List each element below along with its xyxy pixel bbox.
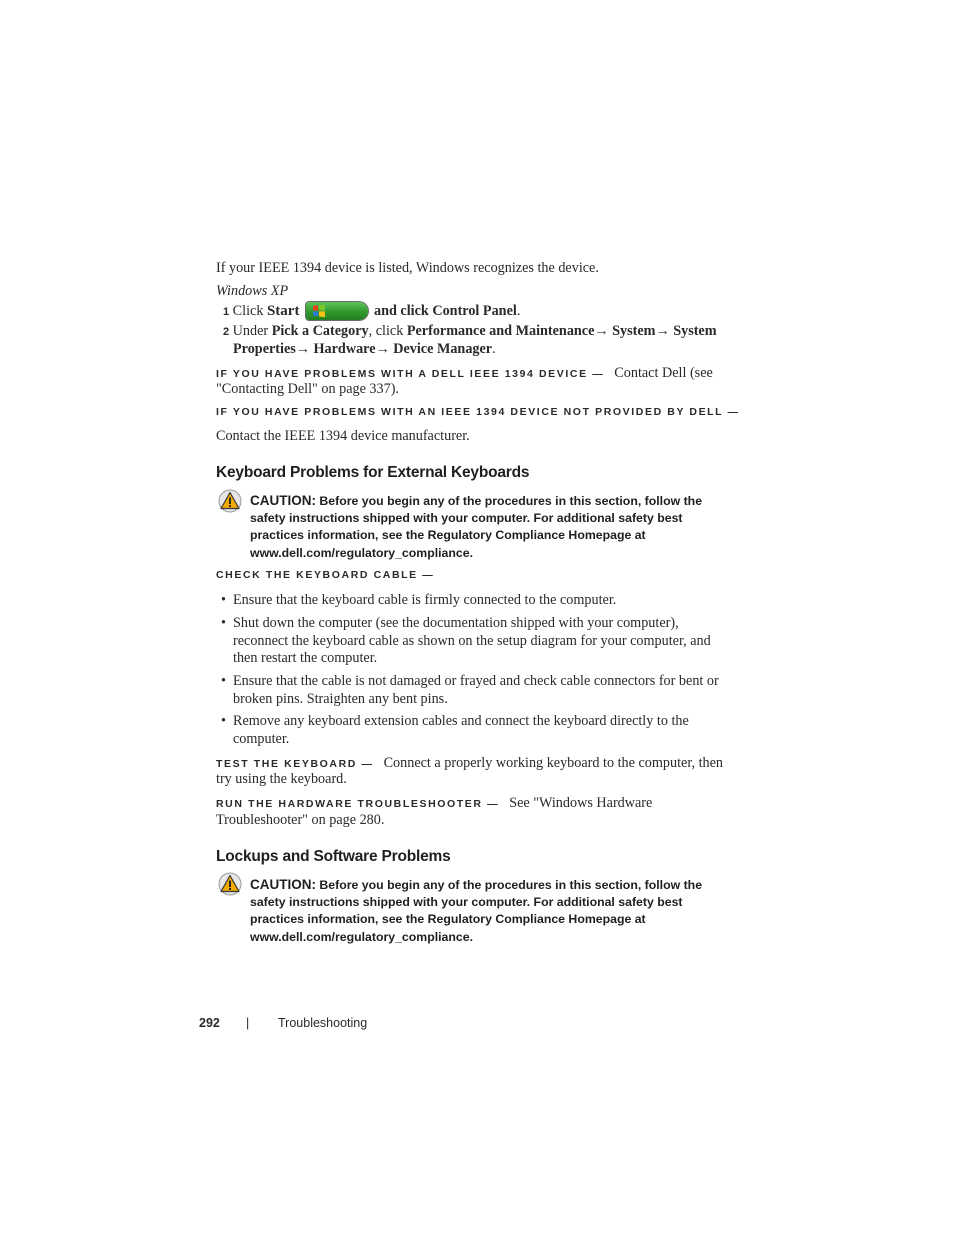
footer-separator: |	[246, 1016, 250, 1030]
bullet-marker: •	[221, 673, 226, 689]
step-2-line-2: Properties→ Hardware→ Device Manager.	[233, 341, 496, 357]
bullet-marker: •	[221, 615, 226, 631]
bullet-marker: •	[221, 713, 226, 729]
non-dell-device-text: Contact the IEEE 1394 device manufacturer.	[216, 428, 470, 444]
footer-section: Troubleshooting	[278, 1016, 368, 1030]
run-troubleshooter-paragraph: RUN THE HARDWARE TROUBLESHOOTER — See "Windows Hardware	[216, 795, 653, 811]
dell-device-text-2: "Contacting Dell" on page 337).	[216, 381, 399, 397]
list-item: Ensure that the keyboard cable is firmly connected to the computer.	[233, 592, 617, 608]
dell-device-heading: IF YOU HAVE PROBLEMS WITH A DELL IEEE 1394 DEVICE —	[216, 368, 605, 380]
test-keyboard-paragraph: TEST THE KEYBOARD — Connect a properly working keyboard to the computer, then	[216, 755, 724, 771]
run-troubleshooter-text-2: Troubleshooter" on page 280.	[216, 812, 385, 828]
keyboard-section-title: Keyboard Problems for External Keyboards	[216, 464, 530, 481]
test-keyboard-text-2: try using the keyboard.	[216, 771, 347, 787]
lockups-caution: CAUTION: Before you begin any of the procedures in this section, follow the safety instructions shipped with your computer. For additional safety best practices information, see the Regulatory Compliance Homepage at www.dell.com/regulatory_compliance.	[250, 877, 703, 944]
step-1: 1 Click Start	[223, 303, 300, 319]
page-number: 292	[199, 1016, 220, 1030]
step-1-tail: and click Control Panel.	[374, 303, 521, 319]
caution-label: CAUTION:	[250, 877, 316, 892]
caution-label: CAUTION:	[250, 493, 316, 508]
bullet-marker: •	[221, 592, 226, 608]
non-dell-device-heading: IF YOU HAVE PROBLEMS WITH AN IEEE 1394 DEVICE NOT PROVIDED BY DELL —	[216, 406, 740, 418]
step-number: 1	[223, 306, 230, 318]
dell-device-paragraph: IF YOU HAVE PROBLEMS WITH A DELL IEEE 1394 DEVICE — Contact Dell (see	[216, 365, 713, 381]
run-troubleshooter-heading: RUN THE HARDWARE TROUBLESHOOTER —	[216, 798, 500, 810]
control-panel-label: Control Panel	[432, 303, 517, 319]
step-number: 2	[223, 326, 230, 338]
list-item: Remove any keyboard extension cables and connect the keyboard directly to the computer.	[233, 713, 689, 747]
list-item: Shut down the computer (see the documentation shipped with your computer), reconnect the keyboard cable as shown on the setup diagram for your computer, and then restart the computer.	[233, 615, 711, 666]
step-2: 2 Under Pick a Category, click Performance and Maintenance→ System→ System	[223, 323, 717, 339]
check-cable-heading: CHECK THE KEYBOARD CABLE —	[216, 569, 435, 581]
windows-logo-icon	[312, 304, 326, 323]
lockups-section-title: Lockups and Software Problems	[216, 848, 451, 865]
start-button[interactable]	[306, 302, 368, 320]
list-item: Ensure that the cable is not damaged or frayed and check cable connectors for bent or broken pins. Straighten any bent pins.	[233, 673, 719, 707]
start-label: Start	[266, 303, 300, 319]
keyboard-caution: CAUTION: Before you begin any of the procedures in this section, follow the safety instructions shipped with your computer. For additional safety best practices information, see the Regulatory Compliance Homepage at www.dell.com/regulatory_compliance.	[250, 493, 703, 560]
caution-icon	[218, 489, 242, 518]
intro-text: If your IEEE 1394 device is listed, Windows recognizes the device.	[216, 260, 599, 276]
test-keyboard-heading: TEST THE KEYBOARD —	[216, 758, 374, 770]
os-label: Windows XP	[216, 283, 289, 299]
caution-icon	[218, 872, 242, 901]
